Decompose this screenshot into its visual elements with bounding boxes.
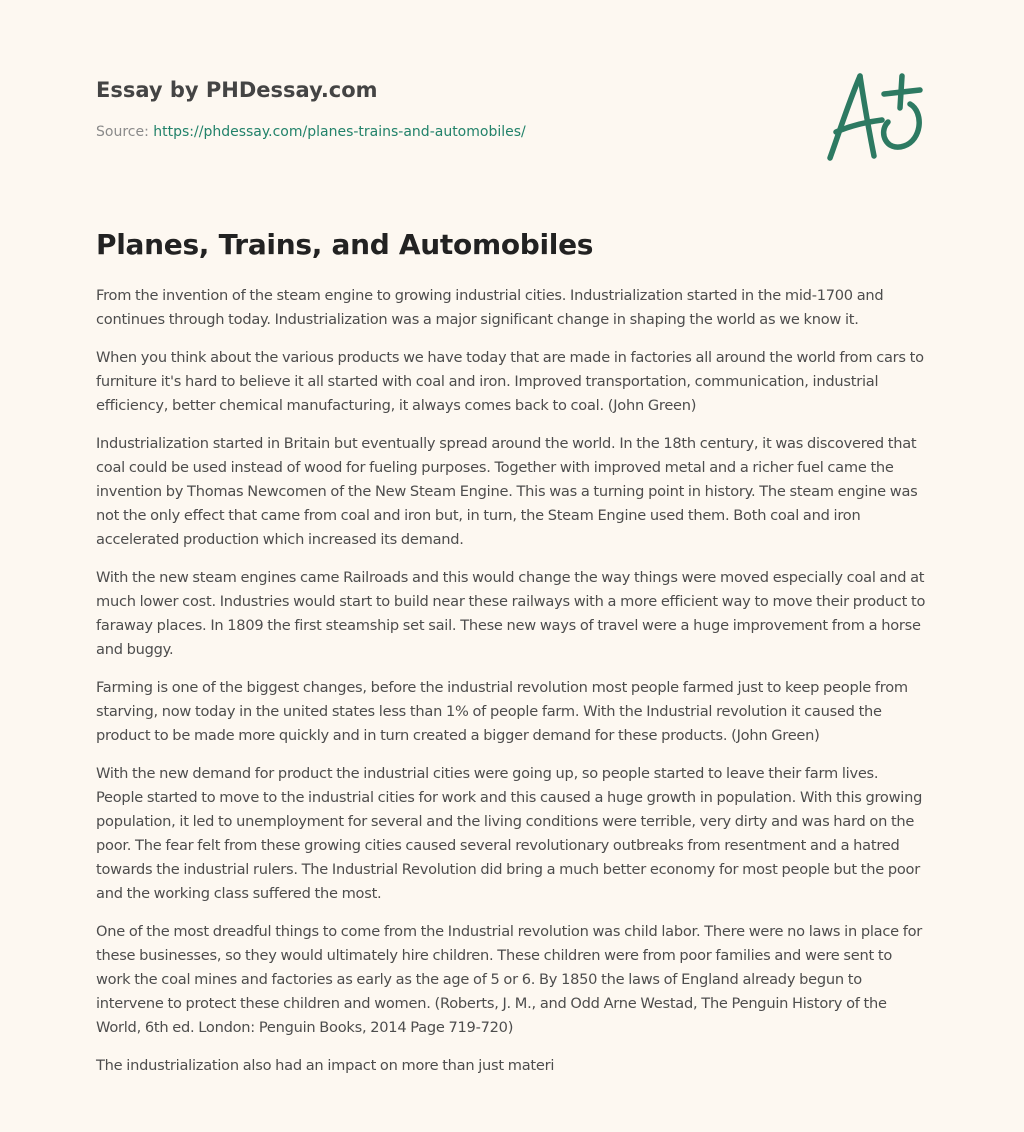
source-label: Source: <box>96 124 149 140</box>
site-brand: Essay by PHDessay.com <box>96 78 378 102</box>
essay-paragraph: One of the most dreadful things to come from the Industrial revolution was child labor. There were no laws in place for these businesses, so they would ultimately hire children. These children were from poor families and were sent to work the coal mines and factories as early as the age of 5 or 6. By 1850 the laws of England already begun to intervene to protect these children and women. (Roberts, J. M., and Odd Arne Westad, The Penguin History of the World, 6th ed. London: Penguin Books, 2014 Page 719-720) <box>96 923 923 1036</box>
essay-paragraph: From the invention of the steam engine to growing industrial cities. Industrialization started in the mid-1700 and continues through today. Industrialization was a major significant change in shaping the world as we know it. <box>96 287 884 328</box>
essay-paragraph: When you think about the various products we have today that are made in factories all around the world from cars to furniture it's hard to believe it all started with coal and iron. Improved transportation, communication, industrial efficiency, better chemical manufacturing, it always comes back to coal. (John Green) <box>96 349 924 414</box>
essay-header <box>96 76 928 142</box>
source-line <box>96 122 928 142</box>
essay-paragraph: Farming is one of the biggest changes, before the industrial revolution most people farmed just to keep people from starving, now today in the united states less than 1% of people farm. With the Industrial revolution it caused the product to be made more quickly and in turn created a bigger demand for these products. (John Green) <box>96 679 908 744</box>
essay-paragraph-truncated: The industrialization also had an impact on more than just materi <box>96 1057 555 1074</box>
essay-title: Planes, Trains, and Automobiles <box>96 228 594 261</box>
source-link[interactable]: https://phdessay.com/planes-trains-and-automobiles/ <box>153 124 526 140</box>
essay-body <box>96 284 928 1092</box>
a-plus-grade-icon <box>820 66 932 166</box>
essay-paragraph: Industrialization started in Britain but eventually spread around the world. In the 18th century, it was discovered that coal could be used instead of wood for fueling purposes. Together with improved metal and a richer fuel came the invention by Thomas Newcomen of the New Steam Engine. This was a turning point in history. The steam engine was not the only effect that came from coal and iron but, in turn, the Steam Engine used them. Both coal and iron accelerated production which increased its demand. <box>96 435 918 548</box>
essay-paragraph: With the new steam engines came Railroads and this would change the way things were moved especially coal and at much lower cost. Industries would start to build near these railways with a more efficient way to move their product to faraway places. In 1809 the first steamship set sail. These new ways of travel were a huge improvement from a horse and buggy. <box>96 569 926 658</box>
essay-paragraph: With the new demand for product the industrial cities were going up, so people started to leave their farm lives. People started to move to the industrial cities for work and this caused a huge growth in population. With this growing population, it led to unemployment for several and the living conditions were terrible, very dirty and was hard on the poor. The fear felt from these growing cities caused several revolutionary outbreaks from resentment and a hatred towards the industrial rulers. The Industrial Revolution did bring a much better economy for most people but the poor and the working class suffered the most. <box>96 765 923 902</box>
